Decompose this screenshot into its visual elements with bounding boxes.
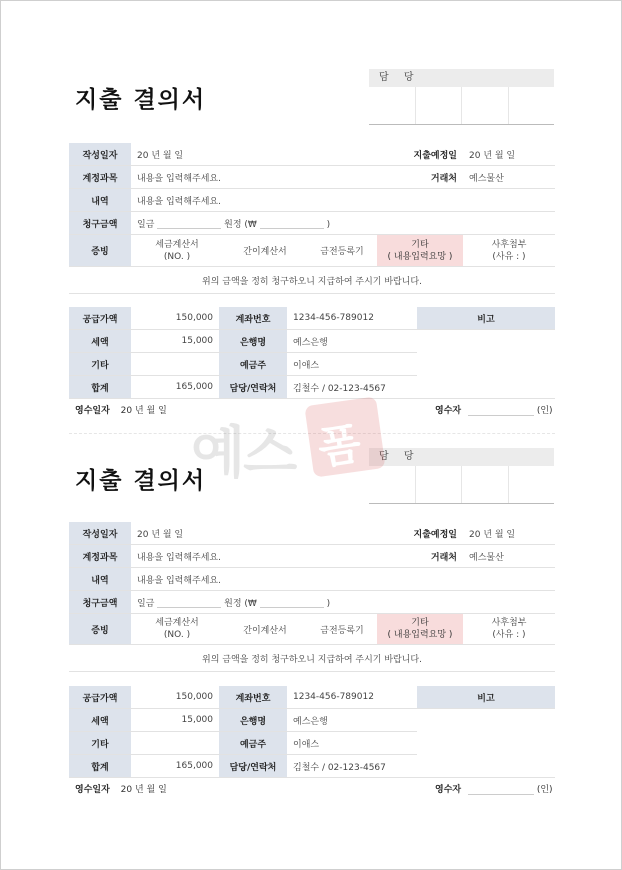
attach-later-text: 사후첨부 [491, 618, 527, 628]
supply-amount-label: 공급가액 [69, 686, 131, 709]
supply-amount-value[interactable]: 150,000 [131, 686, 219, 709]
total-label: 합계 [69, 755, 131, 778]
seal-mark: (인) [536, 785, 553, 795]
evidence-cash-register[interactable]: 금전등록기 [307, 614, 377, 645]
vendor-label: 거래처 [377, 166, 463, 189]
sign-cell[interactable] [416, 466, 463, 503]
other-note: ( 내용입력요망 ) [387, 630, 453, 640]
bank-value[interactable]: 예스은행 [287, 330, 417, 353]
amount-korean-blank[interactable] [157, 219, 221, 229]
evidence-attach-later[interactable] [463, 235, 555, 267]
tax-invoice-text: 세금계산서 [155, 239, 199, 250]
account-number-value[interactable]: 1234-456-789012 [287, 686, 417, 709]
table-row [69, 614, 555, 645]
table-row [69, 709, 555, 732]
table-row [69, 235, 555, 267]
date-value[interactable]: 20 년 월 일 [131, 143, 377, 166]
other-note: ( 내용입력요망 ) [387, 251, 453, 262]
expense-table-lower [69, 686, 555, 778]
sign-cell[interactable] [462, 466, 509, 503]
receiver-blank[interactable] [468, 785, 534, 795]
total-value[interactable]: 165,000 [131, 755, 219, 778]
remarks-label: 비고 [417, 686, 555, 709]
holder-label: 예금주 [219, 353, 287, 376]
bank-value[interactable]: 예스은행 [287, 709, 417, 732]
expense-table-upper [69, 143, 555, 294]
attach-later-reason: (사유 : ) [492, 630, 526, 640]
other-label: 기타 [69, 353, 131, 376]
amount-suffix: ) [326, 219, 331, 230]
contact-value[interactable]: 김철수 / 02-123-4567 [287, 376, 417, 399]
vendor-label: 거래처 [377, 545, 463, 568]
details-label: 내역 [69, 568, 131, 591]
supply-amount-label: 공급가액 [69, 307, 131, 330]
bank-label: 은행명 [219, 330, 287, 353]
other-text: 기타 [411, 618, 429, 628]
holder-label: 예금주 [219, 732, 287, 755]
remarks-label: 비고 [417, 307, 555, 330]
date-label: 작성일자 [69, 143, 131, 166]
details-value[interactable]: 내용을 입력해주세요. [131, 189, 555, 212]
sign-cell[interactable] [509, 466, 555, 503]
amount-prefix: 일금 [137, 219, 155, 230]
sign-cell[interactable] [416, 87, 463, 124]
contact-label: 담당/연락처 [219, 755, 287, 778]
amount-number-blank[interactable] [260, 598, 324, 608]
due-date-label: 지출예정일 [377, 522, 463, 545]
contact-value[interactable]: 김철수 / 02-123-4567 [287, 755, 417, 778]
contact-label: 담당/연락처 [219, 376, 287, 399]
table-row [69, 522, 555, 545]
table-row [69, 686, 555, 709]
amount-label: 청구금액 [69, 591, 131, 614]
receipt-date-label: 영수일자 [75, 785, 110, 795]
evidence-label: 증빙 [69, 614, 131, 645]
receipt-date-value[interactable]: 20 년 월 일 [120, 406, 167, 416]
remarks-value[interactable] [417, 709, 555, 778]
amount-label: 청구금액 [69, 212, 131, 235]
amount-suffix: ) [326, 598, 331, 609]
evidence-other[interactable] [377, 235, 463, 267]
attach-later-text: 사후첨부 [491, 239, 527, 250]
details-value[interactable]: 내용을 입력해주세요. [131, 568, 555, 591]
request-notice: 위의 금액을 정히 청구하오니 지급하여 주시기 바랍니다. [69, 645, 555, 672]
table-row [69, 212, 555, 235]
amount-prefix: 일금 [137, 598, 155, 609]
approval-box [369, 448, 554, 504]
evidence-tax-invoice[interactable] [131, 235, 223, 267]
date-value[interactable]: 20 년 월 일 [131, 522, 377, 545]
due-date-label: 지출예정일 [377, 143, 463, 166]
table-row [69, 189, 555, 212]
bank-label: 은행명 [219, 709, 287, 732]
request-notice: 위의 금액을 정히 청구하오니 지급하여 주시기 바랍니다. [69, 267, 555, 294]
approval-box [369, 69, 554, 125]
evidence-cash-register[interactable]: 금전등록기 [307, 235, 377, 267]
amount-value[interactable] [131, 591, 555, 614]
other-value[interactable] [131, 353, 219, 376]
total-label: 합계 [69, 376, 131, 399]
table-row [69, 307, 555, 330]
evidence-label: 증빙 [69, 235, 131, 267]
vendor-value[interactable]: 예스물산 [463, 545, 555, 568]
receiver-label: 영수자 [435, 406, 462, 416]
amount-value[interactable] [131, 212, 555, 235]
tax-invoice-no: (NO. ) [163, 251, 191, 262]
tax-invoice-no: (NO. ) [163, 630, 191, 640]
other-label: 기타 [69, 732, 131, 755]
table-row [69, 568, 555, 591]
holder-value[interactable]: 이애스 [287, 353, 417, 376]
vendor-value[interactable]: 예스물산 [463, 166, 555, 189]
amount-korean-blank[interactable] [157, 598, 221, 608]
sign-cell[interactable] [509, 87, 555, 124]
seal-mark: (인) [536, 406, 553, 416]
approval-header: 담 당 [369, 69, 554, 87]
evidence-attach-later[interactable] [463, 614, 555, 645]
total-value[interactable]: 165,000 [131, 376, 219, 399]
attach-later-reason: (사유 : ) [492, 251, 526, 262]
tax-invoice-text: 세금계산서 [155, 618, 199, 628]
form-title: 지출 결의서 [75, 468, 207, 494]
form-title: 지출 결의서 [75, 87, 207, 113]
receiver-label: 영수자 [435, 785, 462, 795]
supply-amount-value[interactable]: 150,000 [131, 307, 219, 330]
table-row [69, 545, 555, 568]
table-row [69, 591, 555, 614]
watermark-badge-text: 폼 [314, 418, 365, 475]
tax-label: 세액 [69, 330, 131, 353]
other-value[interactable] [131, 732, 219, 755]
table-row [69, 645, 555, 672]
due-date-value[interactable]: 20 년 월 일 [463, 522, 555, 545]
expense-form-1 [1, 1, 622, 416]
details-label: 내역 [69, 189, 131, 212]
evidence-simple-invoice[interactable]: 간이계산서 [223, 614, 307, 645]
amount-mid: 원정 (₩ [224, 598, 257, 609]
sign-cell[interactable] [462, 87, 509, 124]
account-number-label: 계좌번호 [219, 686, 287, 709]
sign-cell[interactable] [369, 466, 416, 503]
table-row [69, 330, 555, 353]
due-date-value[interactable]: 20 년 월 일 [463, 143, 555, 166]
expense-form-2 [1, 380, 622, 795]
tax-label: 세액 [69, 709, 131, 732]
account-value[interactable]: 내용을 입력해주세요. [131, 545, 377, 568]
holder-value[interactable]: 이애스 [287, 732, 417, 755]
receipt-date-value[interactable]: 20 년 월 일 [120, 785, 167, 795]
tax-value[interactable]: 15,000 [131, 330, 219, 353]
receipt-row [75, 782, 553, 796]
other-text: 기타 [411, 239, 429, 250]
watermark-text: 예스 [191, 421, 296, 486]
account-label: 계정과목 [69, 166, 131, 189]
amount-mid: 원정 (₩ [224, 219, 257, 230]
tax-value[interactable]: 15,000 [131, 709, 219, 732]
expense-table-upper [69, 522, 555, 672]
sign-cell[interactable] [369, 87, 416, 124]
account-number-value[interactable]: 1234-456-789012 [287, 307, 417, 330]
account-value[interactable]: 내용을 입력해주세요. [131, 166, 377, 189]
account-number-label: 계좌번호 [219, 307, 287, 330]
table-row [69, 166, 555, 189]
table-row [69, 143, 555, 166]
date-label: 작성일자 [69, 522, 131, 545]
table-row [69, 267, 555, 294]
receipt-date-label: 영수일자 [75, 406, 110, 416]
evidence-other[interactable] [377, 614, 463, 645]
account-label: 계정과목 [69, 545, 131, 568]
amount-number-blank[interactable] [260, 219, 324, 229]
evidence-simple-invoice[interactable]: 간이계산서 [223, 235, 307, 267]
evidence-tax-invoice[interactable] [131, 614, 223, 645]
approval-header: 담 당 [369, 448, 554, 466]
